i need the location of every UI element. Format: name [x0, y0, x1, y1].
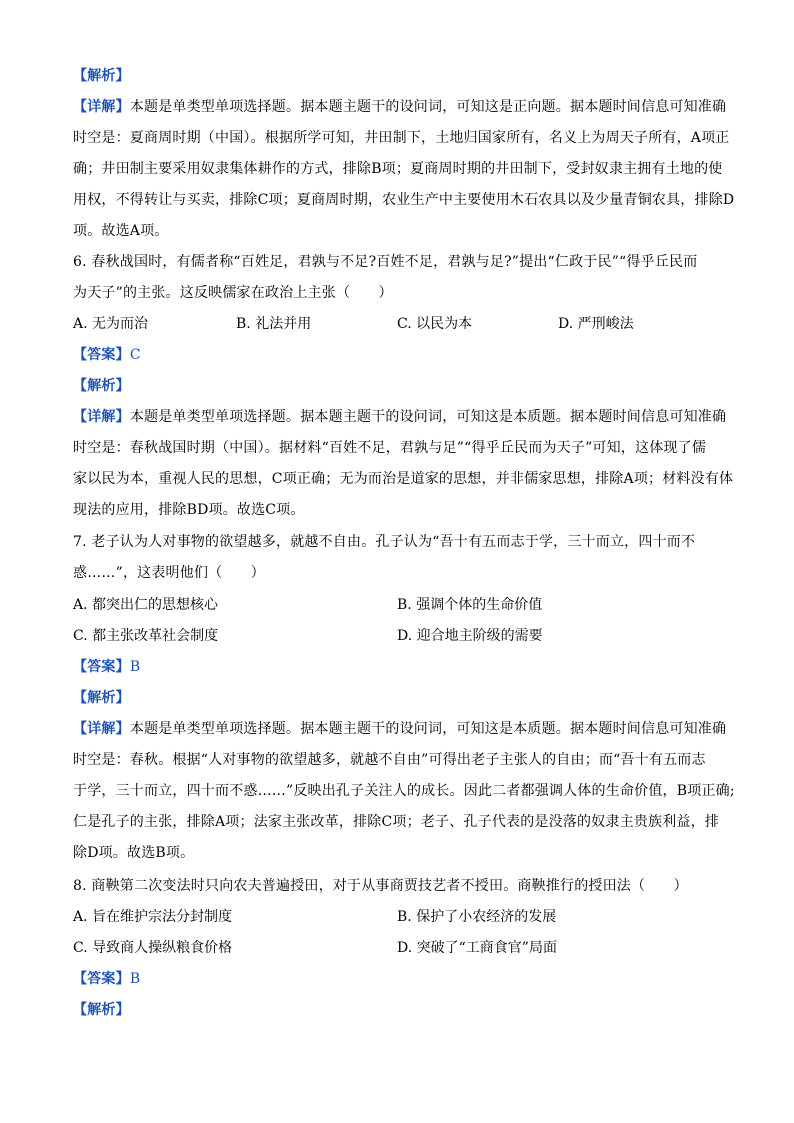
q8-answer-line [73, 970, 140, 988]
q7-analysis-tag: 【解析】 [73, 690, 130, 706]
q7-detail-line: 【详解】本题是单类型单项选择题。据本题主题干的设问词，可知这是本质题。据本题时间信息可知准确 [73, 721, 727, 737]
q8-option-b: B. 保护了小农经济的发展 [397, 909, 557, 925]
q6-option-d: D. 严刑峻法 [558, 316, 634, 332]
q5-analysis-tag: 【解析】 [73, 68, 130, 84]
q5-detail-line: 确；井田制主要采用奴隶集体耕作的方式，排除B项；夏商周时期的井田制下，受封奴隶主拥有土地的使 [73, 161, 723, 177]
q7-detail-line: 时空是：春秋。根据“人对事物的欲望越多，就越不自由”可得出老子主张人的自由；而“吾十有五而志 [73, 752, 706, 768]
q6-answer-line [73, 346, 141, 364]
q6-option-c: C. 以民为本 [397, 316, 473, 332]
q8-stem-line: 8. 商鞅第二次变法时只向农夫普遍授田，对于从事商贾技艺者不授田。商鞅推行的授田法（ ） [73, 878, 688, 894]
q6-detail-line: 时空是：春秋战国时期（中国）。据材料“百姓不足，君孰与足”“得乎丘民而为天子”可知，这体现了儒 [73, 440, 707, 456]
q7-answer-line [73, 658, 140, 676]
q6-stem-line: 6. 春秋战国时，有儒者称“百姓足，君孰与不足?百姓不足，君孰与足?”提出“仁政于民”“得乎丘民而 [73, 254, 698, 270]
q6-answer-tag: 【答案】 [73, 347, 130, 363]
q7-option-c: C. 都主张改革社会制度 [73, 628, 219, 644]
q6-detail-line: 家以民为本，重视人民的思想，C项正确；无为而治是道家的思想，并非儒家思想，排除A项；材料没有体 [73, 471, 734, 487]
q6-detail-tag: 【详解】 [73, 409, 130, 425]
q6-analysis-tag: 【解析】 [73, 378, 130, 394]
q8-answer: B [129, 971, 141, 987]
q6-option-b: B. 礼法并用 [236, 316, 312, 332]
q6-answer: C [129, 347, 141, 363]
q8-option-a: A. 旨在维护宗法分封制度 [73, 909, 233, 925]
q8-answer-tag: 【答案】 [73, 971, 130, 987]
q6-option-a: A. 无为而治 [73, 316, 149, 332]
q8-option-d: D. 突破了“工商食官”局面 [397, 940, 557, 956]
q7-option-b: B. 强调个体的生命价值 [397, 597, 543, 613]
q8-option-c: C. 导致商人操纵粮食价格 [73, 940, 233, 956]
q5-detail-line: 项。故选A项。 [73, 223, 169, 239]
q7-answer-tag: 【答案】 [73, 659, 130, 675]
q5-detail-line: 【详解】本题是单类型单项选择题。据本题主题干的设问词，可知这是正向题。据本题时间信息可知准确 [73, 99, 727, 115]
q7-option-a: A. 都突出仁的思想核心 [73, 597, 219, 613]
q5-detail-line: 时空是：夏商周时期（中国）。根据所学可知，井田制下，土地归国家所有，名义上为周天子所有，A项正 [73, 130, 730, 146]
q8-analysis-tag: 【解析】 [73, 1002, 130, 1018]
q6-stem-line: 为天子”的主张。这反映儒家在政治上主张（ ） [73, 285, 393, 301]
q5-detail-line: 用权，不得转让与买卖，排除C项；夏商周时期，农业生产中主要使用木石农具以及少量青铜农具，排除D [73, 192, 735, 208]
q7-stem-line: 7. 老子认为人对事物的欲望越多，就越不自由。孔子认为“吾十有五而志于学，三十而立，四十而不 [73, 534, 696, 550]
q6-detail-line: 【详解】本题是单类型单项选择题。据本题主题干的设问词，可知这是本质题。据本题时间信息可知准确 [73, 409, 727, 425]
q7-stem-line: 惑……”，这表明他们（ ） [73, 565, 265, 581]
q7-option-d: D. 迎合地主阶级的需要 [397, 628, 543, 644]
q6-detail-line: 现法的应用，排除BD项。故选C项。 [73, 502, 305, 518]
q7-detail-line: 仁是孔子的主张，排除A项；法家主张改革，排除C项；老子、孔子代表的是没落的奴隶主贵族利益，排 [73, 814, 720, 830]
q7-answer: B [129, 659, 141, 675]
q5-detail-tag: 【详解】 [73, 99, 130, 115]
q7-detail-line: 除D项。故选B项。 [73, 845, 195, 861]
q7-detail-line: 于学，三十而立，四十而不惑……”反映出孔子关注人的成长。因此二者都强调人体的生命价值，B项正确; [73, 783, 735, 799]
q7-detail-tag: 【详解】 [73, 721, 130, 737]
